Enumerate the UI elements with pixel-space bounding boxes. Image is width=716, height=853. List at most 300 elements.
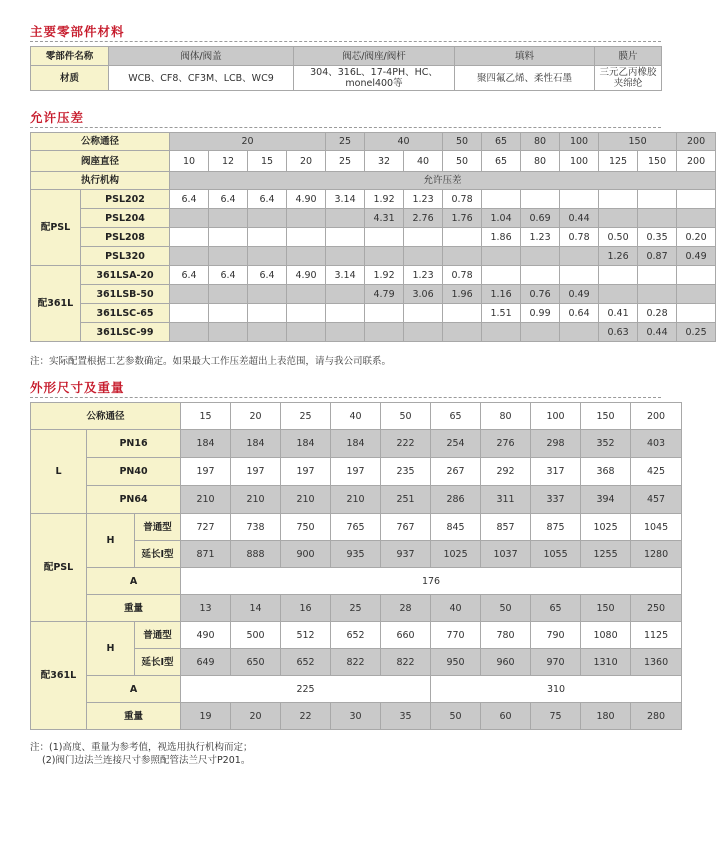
materials-header-cell: 膜片	[595, 47, 662, 66]
pressure-value-cell	[443, 304, 482, 323]
pressure-value-cell	[248, 228, 287, 247]
pressure-value-cell: 0.50	[599, 228, 638, 247]
pressure-seat-cell: 32	[365, 151, 404, 172]
pressure-value-cell: 1.92	[365, 190, 404, 209]
pressure-value-cell: 0.49	[560, 285, 599, 304]
dims-value-cell: 888	[231, 541, 281, 568]
pressure-value-cell	[521, 190, 560, 209]
dims-h-type-label: 延长I型	[135, 649, 181, 676]
pressure-seat-row	[31, 151, 716, 172]
pressure-value-cell	[677, 285, 716, 304]
pressure-value-cell: 0.87	[638, 247, 677, 266]
dims-value-cell: 222	[381, 430, 431, 458]
dims-value-cell: 425	[631, 458, 682, 486]
pressure-value-cell: 6.4	[170, 266, 209, 285]
dims-value-cell: 512	[281, 622, 331, 649]
pressure-nominal-cell: 25	[326, 133, 365, 151]
dims-value-cell: 311	[481, 486, 531, 514]
pressure-seat-cell: 50	[443, 151, 482, 172]
dims-value-cell: 1045	[631, 514, 682, 541]
pressure-seat-cell: 40	[404, 151, 443, 172]
pressure-note: 注：实际配置根据工艺参数确定。如果最大工作压差超出上表范围，请与我公司联系。	[30, 356, 392, 367]
pressure-value-cell: 6.4	[248, 266, 287, 285]
pressure-value-cell: 0.76	[521, 285, 560, 304]
dims-note-1: 注：(1)高度、重量为参考值，视选用执行机构而定；	[30, 742, 253, 753]
dims-value-cell: 822	[381, 649, 431, 676]
pressure-seat-cell: 25	[326, 151, 365, 172]
pressure-value-cell	[443, 323, 482, 342]
dims-value-cell: 210	[181, 486, 231, 514]
dims-value-cell: 649	[181, 649, 231, 676]
pressure-seat-label: 阀座直径	[31, 151, 170, 172]
dims-value-cell: 210	[331, 486, 381, 514]
pressure-nominal-row	[31, 133, 716, 151]
dims-psl-group	[31, 514, 682, 622]
pressure-value-cell	[209, 247, 248, 266]
dims-value-cell: 1025	[581, 514, 631, 541]
pressure-model-label: 361LSB-50	[81, 285, 170, 304]
pressure-nominal-cell: 65	[482, 133, 521, 151]
pressure-value-cell	[482, 323, 521, 342]
pressure-value-cell: 4.90	[287, 190, 326, 209]
dims-note-2: (2)阀门边法兰连接尺寸参照配管法兰尺寸P201。	[42, 755, 251, 766]
pressure-value-cell	[677, 266, 716, 285]
dims-title: 外形尺寸及重量	[30, 380, 125, 395]
pressure-group-label: 配PSL	[31, 190, 81, 266]
pressure-nominal-cell: 50	[443, 133, 482, 151]
pressure-value-cell: 6.4	[209, 190, 248, 209]
pressure-value-cell: 1.23	[404, 266, 443, 285]
dims-value-cell: 780	[481, 622, 531, 649]
dims-nominal-cell: 65	[431, 403, 481, 430]
dims-nominal-cell: 50	[381, 403, 431, 430]
dims-value-cell: 30	[331, 703, 381, 730]
pressure-nominal-cell: 200	[677, 133, 716, 151]
dims-nominal-cell: 40	[331, 403, 381, 430]
dims-value-cell: 790	[531, 622, 581, 649]
dims-value-cell: 210	[231, 486, 281, 514]
pressure-value-cell	[599, 285, 638, 304]
materials-divider	[30, 41, 661, 42]
dims-value-cell: 25	[331, 595, 381, 622]
dims-value-cell: 50	[481, 595, 531, 622]
pressure-row	[31, 247, 716, 266]
pressure-seat-cell: 200	[677, 151, 716, 172]
pressure-value-cell: 0.44	[638, 323, 677, 342]
materials-cell: 304、316L、17-4PH、HC、monel400等	[294, 66, 455, 91]
dims-value-cell: 750	[281, 514, 331, 541]
pressure-row	[31, 323, 716, 342]
pressure-value-cell	[560, 190, 599, 209]
dims-value-cell: 650	[231, 649, 281, 676]
dims-value-cell: 937	[381, 541, 431, 568]
dims-h-type-label: 延长I型	[135, 541, 181, 568]
pressure-value-cell: 4.90	[287, 266, 326, 285]
dims-l-row	[31, 430, 682, 458]
pressure-value-cell	[638, 209, 677, 228]
dims-pn-label: PN64	[87, 486, 181, 514]
dims-value-cell: 871	[181, 541, 231, 568]
pressure-value-cell: 0.20	[677, 228, 716, 247]
pressure-model-label: 361LSC-65	[81, 304, 170, 323]
pressure-value-cell	[482, 247, 521, 266]
dims-a-row	[31, 676, 682, 703]
pressure-value-cell	[287, 323, 326, 342]
pressure-value-cell: 0.28	[638, 304, 677, 323]
pressure-seat-cell: 100	[560, 151, 599, 172]
dims-value-cell: 254	[431, 430, 481, 458]
dims-value-cell: 727	[181, 514, 231, 541]
dims-h-label: H	[87, 514, 135, 568]
pressure-nominal-cell: 80	[521, 133, 560, 151]
pressure-value-cell: 1.92	[365, 266, 404, 285]
dims-weight-label: 重量	[87, 703, 181, 730]
pressure-value-cell	[638, 266, 677, 285]
materials-cell: 聚四氟乙烯、柔性石墨	[455, 66, 595, 91]
pressure-model-label: PSL320	[81, 247, 170, 266]
dims-value-cell: 770	[431, 622, 481, 649]
dims-value-cell: 403	[631, 430, 682, 458]
pressure-value-cell	[248, 247, 287, 266]
dims-value-cell: 1055	[531, 541, 581, 568]
pressure-value-cell: 6.4	[209, 266, 248, 285]
dims-value-cell: 1280	[631, 541, 682, 568]
pressure-value-cell: 4.31	[365, 209, 404, 228]
dims-361l-group	[31, 622, 682, 730]
dims-value-cell: 40	[431, 595, 481, 622]
dims-nominal-row	[31, 403, 682, 430]
dims-value-cell: 16	[281, 595, 331, 622]
dims-value-cell: 337	[531, 486, 581, 514]
pressure-value-cell: 3.14	[326, 190, 365, 209]
pressure-value-cell	[170, 323, 209, 342]
pressure-value-cell	[560, 266, 599, 285]
pressure-value-cell: 0.64	[560, 304, 599, 323]
pressure-actuator-value: 允许压差	[170, 172, 716, 190]
pressure-seat-cell: 80	[521, 151, 560, 172]
dims-value-cell: 292	[481, 458, 531, 486]
pressure-value-cell	[482, 190, 521, 209]
dims-nominal-cell: 100	[531, 403, 581, 430]
pressure-value-cell: 6.4	[248, 190, 287, 209]
dims-value-cell: 197	[181, 458, 231, 486]
dims-pn-label: PN16	[87, 430, 181, 458]
pressure-value-cell	[326, 247, 365, 266]
dims-value-cell: 50	[431, 703, 481, 730]
pressure-value-cell	[443, 228, 482, 247]
pressure-actuator-row	[31, 172, 716, 190]
pressure-divider	[30, 127, 661, 128]
dims-nominal-cell: 15	[181, 403, 231, 430]
pressure-value-cell	[404, 323, 443, 342]
pressure-value-cell	[677, 190, 716, 209]
pressure-value-cell	[326, 285, 365, 304]
dims-value-cell: 65	[531, 595, 581, 622]
pressure-value-cell	[677, 209, 716, 228]
pressure-value-cell: 6.4	[170, 190, 209, 209]
materials-header-cell: 阀芯/阀座/阀杆	[294, 47, 455, 66]
pressure-value-cell	[209, 285, 248, 304]
pressure-value-cell: 2.76	[404, 209, 443, 228]
dims-value-cell: 235	[381, 458, 431, 486]
pressure-value-cell	[521, 247, 560, 266]
pressure-value-cell	[365, 304, 404, 323]
pressure-value-cell	[443, 247, 482, 266]
pressure-value-cell	[404, 247, 443, 266]
pressure-value-cell	[170, 285, 209, 304]
pressure-value-cell: 3.06	[404, 285, 443, 304]
materials-header-row	[31, 47, 662, 66]
pressure-value-cell	[287, 304, 326, 323]
dims-value-cell: 286	[431, 486, 481, 514]
dims-value-cell: 19	[181, 703, 231, 730]
dims-value-cell: 660	[381, 622, 431, 649]
dims-weight-row	[31, 703, 682, 730]
pressure-seat-cell: 65	[482, 151, 521, 172]
dims-nominal-cell: 200	[631, 403, 682, 430]
pressure-value-cell	[560, 323, 599, 342]
pressure-value-cell	[599, 266, 638, 285]
dims-l-row	[31, 458, 682, 486]
pressure-seat-cell: 10	[170, 151, 209, 172]
pressure-seat-cell: 125	[599, 151, 638, 172]
pressure-value-cell: 1.16	[482, 285, 521, 304]
dims-value-cell: 184	[281, 430, 331, 458]
dims-value-cell: 150	[581, 595, 631, 622]
dims-value-cell: 1255	[581, 541, 631, 568]
pressure-nominal-cell: 150	[599, 133, 677, 151]
dims-table	[30, 402, 682, 730]
pressure-value-cell	[365, 323, 404, 342]
dims-value-cell: 738	[231, 514, 281, 541]
pressure-value-cell	[326, 304, 365, 323]
pressure-value-cell	[248, 323, 287, 342]
pressure-value-cell	[560, 247, 599, 266]
pressure-value-cell: 0.25	[677, 323, 716, 342]
pressure-value-cell	[677, 304, 716, 323]
dims-l-group	[31, 430, 682, 514]
dims-pn-label: PN40	[87, 458, 181, 486]
pressure-value-cell	[287, 247, 326, 266]
dims-value-cell: 935	[331, 541, 381, 568]
pressure-value-cell	[638, 190, 677, 209]
pressure-value-cell	[209, 209, 248, 228]
pressure-value-cell	[599, 209, 638, 228]
pressure-value-cell	[404, 304, 443, 323]
pressure-value-cell: 1.86	[482, 228, 521, 247]
dims-value-cell: 500	[231, 622, 281, 649]
pressure-nominal-cell: 20	[170, 133, 326, 151]
pressure-value-cell	[287, 209, 326, 228]
pressure-value-cell: 1.51	[482, 304, 521, 323]
dims-value-cell: 652	[331, 622, 381, 649]
dims-value-cell: 1037	[481, 541, 531, 568]
dims-value-cell: 13	[181, 595, 231, 622]
dims-value-cell: 184	[181, 430, 231, 458]
dims-value-cell: 900	[281, 541, 331, 568]
dims-value-cell: 352	[581, 430, 631, 458]
pressure-seat-cell: 15	[248, 151, 287, 172]
pressure-value-cell: 0.41	[599, 304, 638, 323]
pressure-value-cell	[248, 304, 287, 323]
pressure-value-cell	[170, 209, 209, 228]
pressure-model-label: 361LSA-20	[81, 266, 170, 285]
dims-value-cell: 368	[581, 458, 631, 486]
pressure-value-cell	[365, 228, 404, 247]
dims-divider	[30, 397, 661, 398]
materials-header-cell: 填料	[455, 47, 595, 66]
materials-cell: WCB、CF8、CF3M、LCB、WC9	[109, 66, 294, 91]
dims-h-type-label: 普通型	[135, 622, 181, 649]
dims-value-cell: 280	[631, 703, 682, 730]
pressure-seat-cell: 12	[209, 151, 248, 172]
dims-value-cell: 765	[331, 514, 381, 541]
pressure-value-cell	[248, 209, 287, 228]
pressure-361l-group	[31, 266, 716, 342]
dims-group-label: 配PSL	[31, 514, 87, 622]
dims-value-cell: 950	[431, 649, 481, 676]
pressure-value-cell	[365, 247, 404, 266]
dims-value-cell: 970	[531, 649, 581, 676]
dims-value-cell: 267	[431, 458, 481, 486]
dims-h-label: H	[87, 622, 135, 676]
pressure-value-cell	[404, 228, 443, 247]
dims-nominal-cell: 150	[581, 403, 631, 430]
pressure-value-cell	[248, 285, 287, 304]
pressure-nominal-cell: 40	[365, 133, 443, 151]
pressure-value-cell: 1.04	[482, 209, 521, 228]
dims-value-cell: 457	[631, 486, 682, 514]
pressure-value-cell	[287, 285, 326, 304]
pressure-table	[30, 132, 716, 342]
dims-value-cell: 197	[281, 458, 331, 486]
pressure-psl-group	[31, 190, 716, 266]
pressure-title: 允许压差	[30, 110, 85, 125]
pressure-seat-cell: 20	[287, 151, 326, 172]
dims-value-cell: 652	[281, 649, 331, 676]
pressure-value-cell	[521, 323, 560, 342]
dims-value-cell: 1025	[431, 541, 481, 568]
pressure-value-cell	[209, 323, 248, 342]
pressure-value-cell: 0.78	[443, 266, 482, 285]
pressure-value-cell: 1.76	[443, 209, 482, 228]
dims-value-cell: 822	[331, 649, 381, 676]
dims-value-cell: 767	[381, 514, 431, 541]
materials-header-cell: 零部件名称	[31, 47, 109, 66]
dims-a-value: 310	[431, 676, 682, 703]
materials-header-cell: 阀体/阀盖	[109, 47, 294, 66]
dims-nominal-cell: 25	[281, 403, 331, 430]
dims-weight-label: 重量	[87, 595, 181, 622]
dims-nominal-label: 公称通径	[31, 403, 181, 430]
dims-value-cell: 60	[481, 703, 531, 730]
pressure-value-cell	[209, 304, 248, 323]
pressure-value-cell: 1.23	[404, 190, 443, 209]
pressure-value-cell: 3.14	[326, 266, 365, 285]
dims-value-cell: 250	[631, 595, 682, 622]
dims-value-cell: 184	[331, 430, 381, 458]
dims-value-cell: 1310	[581, 649, 631, 676]
materials-value-row	[31, 66, 662, 91]
dims-value-cell: 28	[381, 595, 431, 622]
materials-table	[30, 46, 662, 91]
dims-value-cell: 14	[231, 595, 281, 622]
pressure-value-cell	[326, 228, 365, 247]
dims-value-cell: 298	[531, 430, 581, 458]
dims-value-cell: 35	[381, 703, 431, 730]
pressure-value-cell	[170, 228, 209, 247]
pressure-row	[31, 228, 716, 247]
dims-h-type-label: 普通型	[135, 514, 181, 541]
pressure-nominal-label: 公称通径	[31, 133, 170, 151]
materials-cell: 三元乙丙橡胶夹绵纶	[595, 66, 662, 91]
materials-row-label: 材质	[31, 66, 109, 91]
pressure-value-cell	[170, 247, 209, 266]
pressure-actuator-label: 执行机构	[31, 172, 170, 190]
dims-h-row	[31, 622, 682, 649]
pressure-value-cell	[326, 323, 365, 342]
dims-value-cell: 394	[581, 486, 631, 514]
pressure-value-cell	[287, 228, 326, 247]
pressure-value-cell: 1.23	[521, 228, 560, 247]
dims-l-label: L	[31, 430, 87, 514]
pressure-value-cell: 0.78	[443, 190, 482, 209]
dims-value-cell: 845	[431, 514, 481, 541]
dims-value-cell: 1080	[581, 622, 631, 649]
dims-nominal-cell: 20	[231, 403, 281, 430]
dims-value-cell: 875	[531, 514, 581, 541]
pressure-value-cell: 0.35	[638, 228, 677, 247]
pressure-row	[31, 285, 716, 304]
pressure-seat-cell: 150	[638, 151, 677, 172]
dims-weight-row	[31, 595, 682, 622]
pressure-value-cell	[599, 190, 638, 209]
dims-value-cell: 184	[231, 430, 281, 458]
pressure-value-cell: 0.99	[521, 304, 560, 323]
dims-h-row	[31, 514, 682, 541]
dims-a-label: A	[87, 568, 181, 595]
pressure-value-cell: 0.44	[560, 209, 599, 228]
pressure-model-label: PSL204	[81, 209, 170, 228]
dims-value-cell: 210	[281, 486, 331, 514]
pressure-value-cell	[209, 228, 248, 247]
pressure-value-cell: 0.63	[599, 323, 638, 342]
pressure-row	[31, 209, 716, 228]
dims-a-value: 176	[181, 568, 682, 595]
dims-value-cell: 1360	[631, 649, 682, 676]
dims-group-label: 配361L	[31, 622, 87, 730]
pressure-model-label: 361LSC-99	[81, 323, 170, 342]
dims-a-value: 225	[181, 676, 431, 703]
dims-value-cell: 22	[281, 703, 331, 730]
dims-a-row	[31, 568, 682, 595]
dims-value-cell: 180	[581, 703, 631, 730]
dims-value-cell: 960	[481, 649, 531, 676]
dims-a-label: A	[87, 676, 181, 703]
dims-value-cell: 276	[481, 430, 531, 458]
pressure-row	[31, 190, 716, 209]
dims-l-row	[31, 486, 682, 514]
materials-title: 主要零部件材料	[30, 24, 125, 39]
pressure-value-cell	[326, 209, 365, 228]
dims-value-cell: 490	[181, 622, 231, 649]
dims-nominal-cell: 80	[481, 403, 531, 430]
pressure-value-cell: 1.96	[443, 285, 482, 304]
dims-value-cell: 20	[231, 703, 281, 730]
pressure-row	[31, 266, 716, 285]
pressure-value-cell: 0.78	[560, 228, 599, 247]
pressure-value-cell: 1.26	[599, 247, 638, 266]
